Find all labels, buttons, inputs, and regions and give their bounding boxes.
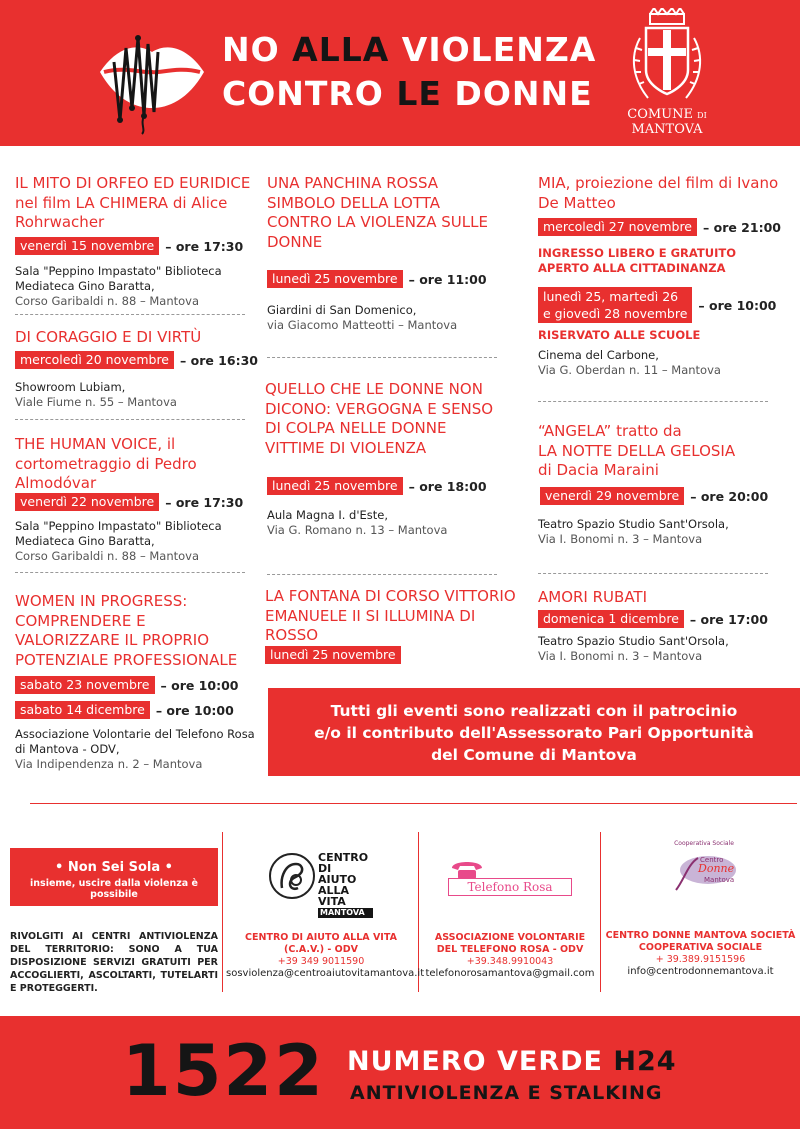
- venue-address: Corso Garibaldi n. 88 – Mantova: [15, 549, 199, 563]
- event-date-human-voice: [15, 493, 243, 511]
- event-venue-mia: [538, 348, 788, 378]
- event-time: – ore 11:00: [408, 271, 487, 287]
- venue-address: Corso Garibaldi n. 88 – Mantova: [15, 294, 199, 308]
- title-line: IL MITO DI ORFEO ED EURIDICE: [15, 174, 251, 192]
- event-time: – ore 21:00: [703, 219, 781, 235]
- note-line: APERTO ALLA CITTADINANZA: [538, 261, 726, 275]
- numero-verde-text: NUMERO VERDE: [347, 1046, 614, 1077]
- lips-icon: [96, 8, 208, 136]
- title-line: COMPRENDERE E: [15, 611, 146, 630]
- patrocinio-line: Tutti gli eventi sono realizzati con il patrocinio: [330, 702, 738, 720]
- event-title-orfeo: [15, 174, 260, 233]
- title-line: MIA, proiezione del film di Ivano: [538, 174, 779, 192]
- event-date-coraggio: [15, 351, 258, 369]
- date-badge: venerdì 15 novembre: [15, 237, 159, 255]
- comune-city: MANTOVA: [631, 122, 703, 137]
- title-line: QUELLO CHE LE DONNE NON: [265, 380, 483, 398]
- date-badge: domenica 1 dicembre: [538, 610, 684, 628]
- title-line: CONTRO LA VIOLENZA SULLE: [267, 213, 488, 231]
- org-phone[interactable]: + 39.389.9151596: [655, 954, 746, 965]
- venue-address: Via I. Bonomi n. 3 – Mantova: [538, 532, 703, 546]
- note-riservato-scuole: RISERVATO ALLE SCUOLE: [538, 328, 701, 342]
- h24-label: H24: [613, 1046, 677, 1077]
- org-phone[interactable]: +39 349 9011590: [277, 956, 365, 967]
- date-badge: sabato 14 dicembre: [15, 701, 150, 719]
- telefono-rosa-logo: [448, 858, 574, 900]
- event-title-mia: [538, 174, 793, 213]
- date-badge: venerdì 29 novembre: [540, 487, 684, 505]
- event-time: – ore 18:00: [408, 478, 487, 494]
- poster-title: [222, 28, 622, 116]
- event-date-mia-2: [538, 287, 776, 323]
- org-name: DEL TELEFONO ROSA - ODV: [436, 944, 584, 955]
- divider: [538, 573, 768, 574]
- event-date-women-1: [15, 676, 238, 694]
- title-line: ROSSO: [265, 626, 319, 644]
- event-date-mia-1: [538, 218, 781, 236]
- cav-logo-text: DI AIUTO: [318, 862, 357, 886]
- org-cav: [226, 932, 425, 980]
- event-venue-panchina: [267, 303, 507, 333]
- venue-address: Viale Fiume n. 55 – Mantova: [15, 395, 177, 409]
- divider: [15, 314, 245, 315]
- antiviolenza-stalking-label: ANTIVIOLENZA E STALKING: [350, 1082, 663, 1104]
- title-line: DONNE: [267, 232, 323, 251]
- venue-address: Via G. Romano n. 13 – Mantova: [267, 523, 448, 537]
- title-line: DI COLPA NELLE DONNE: [265, 419, 447, 437]
- event-venue-amori-rubati: [538, 634, 788, 664]
- event-title-women-in-progress: [15, 592, 265, 670]
- title-line: “ANGELA” tratto da: [538, 422, 682, 440]
- event-date-quello-che: [267, 477, 487, 495]
- header-banner: [0, 0, 800, 146]
- org-email[interactable]: telefonorosamantova@gmail.com: [425, 968, 595, 979]
- title-part: DONNE: [441, 74, 593, 113]
- title-line: EMANUELE II SI ILLUMINA DI: [265, 606, 476, 625]
- title-part: ALLA: [292, 30, 390, 69]
- patrocinio-line: del Comune di Mantova: [431, 746, 637, 764]
- event-date-orfeo: [15, 237, 243, 255]
- cdm-logo-text: Centro: [700, 856, 724, 864]
- vertical-divider: [600, 832, 601, 992]
- event-title-angela: [538, 422, 793, 481]
- nss-subtitle: insieme, uscire dalla violenza è possibile: [30, 878, 198, 900]
- title-line: LA FONTANA DI CORSO VITTORIO: [265, 587, 516, 605]
- note-line: INGRESSO LIBERO E GRATUITO: [538, 246, 736, 260]
- footer-banner: [0, 1016, 800, 1129]
- rivolgiti-text: RIVOLGITI AI CENTRI ANTIVIOLENZA DEL TERRITORIO: SONO A TUA DISPOSIZIONE SERVIZI GRATUITI PER ACCOGLIERTI, ASCOLTARTI, TUTELARTI E PROTEGGERTI.: [10, 931, 218, 994]
- org-email[interactable]: info@centrodonnemantova.it: [627, 966, 774, 977]
- date-line: lunedì 25, martedì 26: [543, 289, 679, 304]
- event-time: – ore 10:00: [155, 702, 234, 718]
- org-name: CENTRO DI AIUTO ALLA VITA: [245, 932, 397, 943]
- cav-logo-text: MANTOVA: [318, 908, 373, 918]
- title-line: Rohrwacher: [15, 213, 105, 231]
- event-title-fontana: [265, 587, 527, 646]
- venue-line: Showroom Lubiam,: [15, 380, 126, 394]
- note-ingresso-libero: [538, 246, 788, 276]
- title-part: CONTRO: [222, 74, 397, 113]
- cav-logo-text: CENTRO: [318, 851, 369, 864]
- event-title-human-voice: [15, 435, 260, 494]
- title-line: POTENZIALE PROFESSIONALE: [15, 650, 238, 669]
- org-name: (C.A.V.) - ODV: [283, 944, 358, 955]
- date-badge: [538, 287, 692, 323]
- title-line: VALORIZZARE IL PROPRIO: [15, 631, 210, 649]
- event-time: – ore 10:00: [698, 297, 777, 313]
- event-date-panchina: [267, 270, 487, 288]
- org-centro-donne: [603, 930, 798, 978]
- date-line: e giovedì 28 novembre: [543, 306, 688, 321]
- org-phone[interactable]: +39.348.9910043: [466, 956, 554, 967]
- org-email[interactable]: sosviolenza@centroaiutovitamantova.it: [226, 968, 425, 979]
- non-sei-sola-box: [10, 848, 218, 906]
- divider: [15, 419, 245, 420]
- title-line: WOMEN IN PROGRESS:: [15, 592, 188, 610]
- event-venue-angela: [538, 517, 788, 547]
- venue-address: Via Indipendenza n. 2 – Mantova: [15, 757, 203, 771]
- title-line: nel film LA CHIMERA di Alice: [15, 193, 228, 212]
- title-part: VIOLENZA: [389, 30, 597, 69]
- divider: [267, 574, 497, 575]
- title-line: LA NOTTE DELLA GELOSIA: [538, 441, 736, 460]
- comune-di: DI: [697, 111, 707, 120]
- numero-verde-label: [347, 1046, 677, 1077]
- divider: [267, 357, 497, 358]
- org-name: CENTRO DONNE MANTOVA SOCIETÀ: [605, 930, 796, 941]
- cdm-logo-text: Mantova: [704, 876, 735, 884]
- venue-line: Giardini di San Domenico,: [267, 303, 417, 317]
- event-title-panchina: [267, 174, 507, 252]
- event-title-amori-rubati: AMORI RUBATI: [538, 588, 647, 606]
- event-title-quello-che: [265, 380, 505, 458]
- event-title-coraggio: DI CORAGGIO E DI VIRTÙ: [15, 328, 202, 346]
- event-time: – ore 17:30: [165, 494, 244, 510]
- org-name: ASSOCIAZIONE VOLONTARIE: [434, 932, 586, 943]
- date-badge: sabato 23 novembre: [15, 676, 155, 694]
- date-badge: venerdì 22 novembre: [15, 493, 159, 511]
- patrocinio-line: e/o il contributo dell'Assessorato Pari Opportunità: [314, 724, 754, 742]
- venue-address: Via G. Oberdan n. 11 – Mantova: [538, 363, 721, 377]
- date-badge: mercoledì 20 novembre: [15, 351, 174, 369]
- venue-line: Associazione Volontarie del Telefono Rosa: [15, 727, 255, 741]
- title-part: LE: [396, 74, 442, 113]
- event-venue-human-voice: [15, 519, 255, 564]
- title-line: SIMBOLO DELLA LOTTA: [267, 193, 441, 212]
- date-badge: lunedì 25 novembre: [267, 477, 403, 495]
- org-name: COOPERATIVA SOCIALE: [638, 942, 763, 953]
- emergency-number[interactable]: 1522: [122, 1030, 325, 1112]
- title-line: DICONO: VERGOGNA E SENSO: [265, 399, 494, 418]
- title-line: THE HUMAN VOICE, il: [15, 435, 176, 453]
- title-line: cortometraggio di Pedro: [15, 454, 197, 473]
- title-line: VITTIME DI VIOLENZA: [265, 438, 427, 457]
- comune-word: COMUNE: [627, 107, 694, 122]
- title-line: di Dacia Maraini: [538, 461, 659, 479]
- venue-line: Mediateca Gino Baratta,: [15, 279, 155, 293]
- venue-line: Cinema del Carbone,: [538, 348, 659, 362]
- event-time: – ore 10:00: [160, 677, 239, 693]
- title-line: UNA PANCHINA ROSSA: [267, 174, 439, 192]
- cdm-logo-text: Donne: [698, 862, 735, 875]
- title-line: De Matteo: [538, 193, 616, 212]
- title-part: NO: [222, 30, 293, 69]
- event-date-angela: [540, 487, 768, 505]
- patrocinio-box: [268, 688, 800, 776]
- telefono-rosa-logo-text: Telefono Rosa: [448, 878, 572, 896]
- date-badge: lunedì 25 novembre: [265, 646, 401, 664]
- venue-line: Sala "Peppino Impastato" Biblioteca: [15, 519, 222, 533]
- event-time: – ore 17:00: [689, 611, 768, 627]
- section-separator: [30, 803, 797, 804]
- event-date-women-2: [15, 701, 234, 719]
- date-badge: mercoledì 27 novembre: [538, 218, 697, 236]
- venue-line: Aula Magna I. d'Este,: [267, 508, 388, 522]
- cav-logo-text: ALLA VITA: [318, 884, 350, 908]
- cdm-logo-text: Cooperativa Sociale: [674, 840, 734, 847]
- event-time: – ore 20:00: [690, 488, 769, 504]
- event-venue-coraggio: [15, 380, 255, 410]
- telephone-icon: [450, 858, 484, 880]
- venue-line: Mediateca Gino Baratta,: [15, 534, 155, 548]
- venue-line: Teatro Spazio Studio Sant'Orsola,: [538, 634, 729, 648]
- venue-line: Sala "Peppino Impastato" Biblioteca: [15, 264, 222, 278]
- divider: [15, 572, 245, 573]
- cav-logo: [268, 851, 373, 917]
- divider: [538, 401, 768, 402]
- venue-line: Teatro Spazio Studio Sant'Orsola,: [538, 517, 729, 531]
- event-time: – ore 17:30: [165, 238, 244, 254]
- date-badge: lunedì 25 novembre: [267, 270, 403, 288]
- comune-di-mantova-label: [612, 108, 722, 137]
- vertical-divider: [222, 832, 223, 992]
- event-venue-orfeo: [15, 264, 255, 309]
- mother-child-icon: [268, 852, 316, 900]
- venue-line: di Mantova - ODV,: [15, 742, 120, 756]
- event-date-amori-rubati: [538, 610, 768, 628]
- venue-address: via Giacomo Matteotti – Mantova: [267, 318, 458, 332]
- event-venue-quello-che: [267, 508, 507, 538]
- event-date-fontana: [265, 646, 401, 664]
- venue-address: Via I. Bonomi n. 3 – Mantova: [538, 649, 703, 663]
- event-venue-women: [15, 727, 260, 772]
- org-telefono-rosa: [420, 932, 600, 980]
- centro-donne-logo: [664, 840, 744, 900]
- nss-title: • Non Sei Sola •: [55, 860, 173, 875]
- title-line: Almodóvar: [15, 474, 97, 492]
- event-time: – ore 16:30: [180, 352, 258, 368]
